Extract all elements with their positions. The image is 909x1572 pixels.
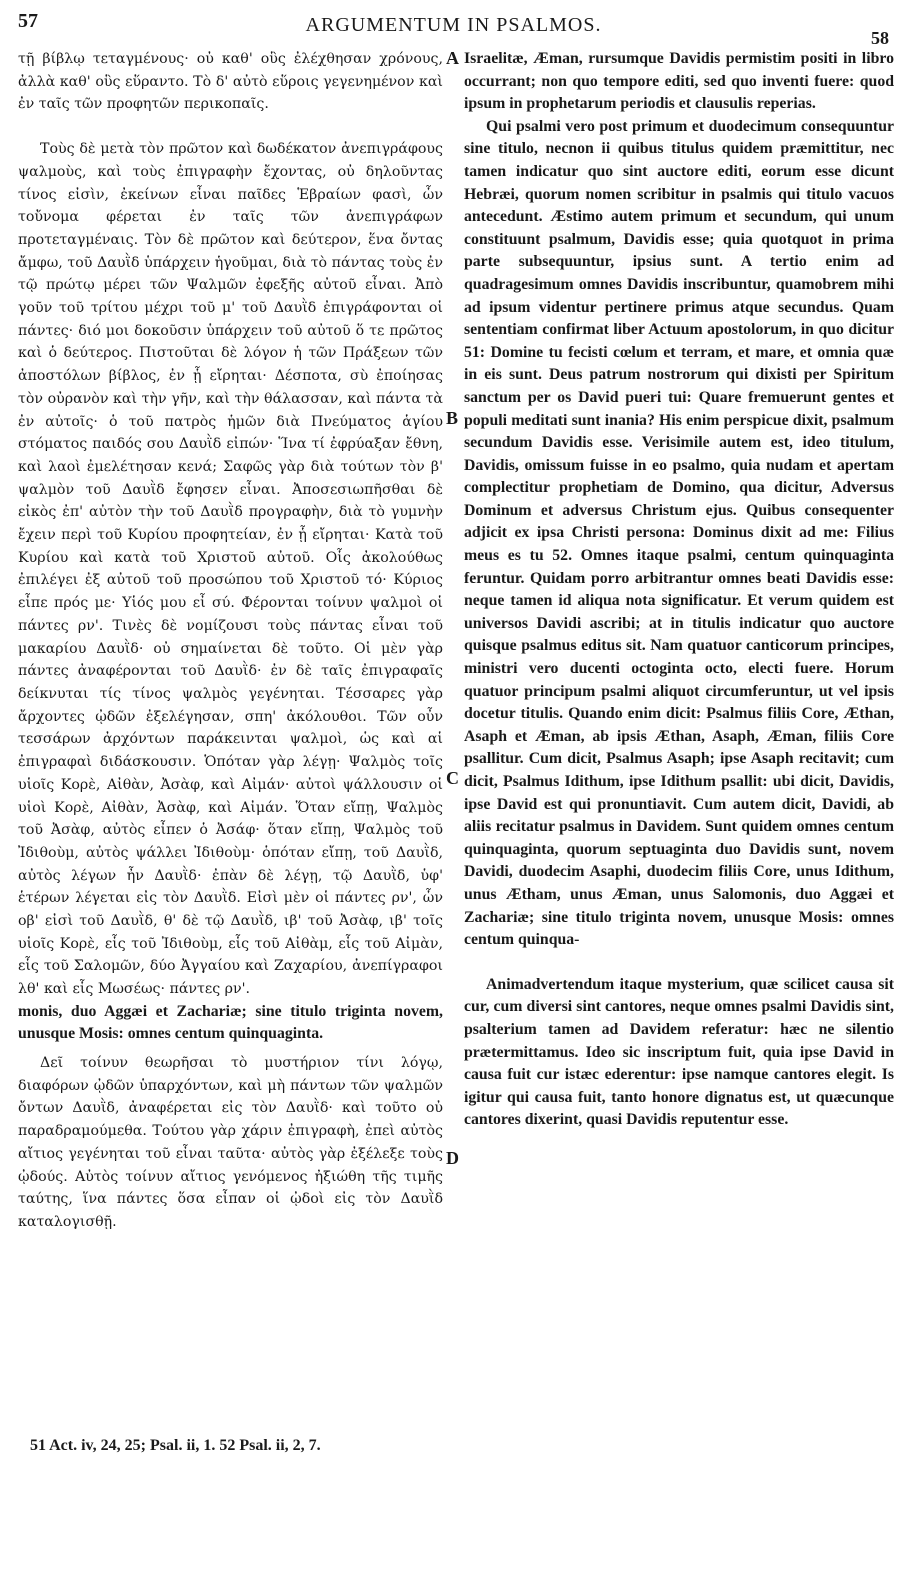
latin-column [464,48,894,1132]
margin-letter-a: A [446,48,459,68]
margin-letter-d: D [446,1148,459,1168]
margin-letter-b: B [446,408,459,428]
greek-paragraph-2: Τοὺς δὲ μετὰ τὸν πρῶτον καὶ δωδέκατον ἀνεπιγράφους ψαλμοὺς, καὶ τοὺς ἐπιγραφὴν ἔχοντας, οὐ δηλοῦντας τίνος εἰσὶν, ἐκείνων εἶναι παῖδες Ἑβραίων φασὶ, ὧν τοὔνομα φέρεται ἐν ταῖς τῶν ἀνεπιγράφων προτεταγμέναις. Τὸν δὲ πρῶτον καὶ δεύτερον, ἕνα ὄντας ἄμφω, τοῦ Δαυῒδ ὑπάρχειν ἡγοῦμαι, διὰ τὸ πάντας τοὺς ἐν τῷ πρώτῳ μέρει τῶν Ψαλμῶν ἐφεξῆς αὐτοῦ εἶναι. Ἀπὸ γοῦν τοῦ τρίτου μέχρι τοῦ μ' τοῦ Δαυῒδ ἐπιγράφονται οἱ πάντες· διό μοι δοκοῦσιν ὑπάρχειν τοῦ αὐτοῦ ὅ τε πρῶτος καὶ ὁ δεύτερος. Πιστοῦται δὲ λόγον ἡ τῶν Πράξεων τῶν ἀποστόλων βίβλος, ἐν ᾗ εἴρηται· Δέσποτα, σὺ ἐποίησας τὸν οὐρανὸν καὶ τὴν γῆν, καὶ τὴν θάλασσαν, καὶ πάντα τὰ ἐν αὐτοῖς· ὁ τοῦ πατρὸς ἡμῶν διὰ Πνεύματος ἁγίου στόματος παιδός σου Δαυῒδ εἰπών· Ἵνα τί ἐφρύαξαν ἔθνη, καὶ λαοὶ ἐμελέτησαν κενά; Σαφῶς γὰρ διὰ τούτων τὸν β' ψαλμὸν τοῦ Δαυῒδ ἔφησεν εἶναι. Ἀποσεσιωπῆσθαι δὲ εἰκὸς ἐπ' αὐτὸν τὴν τοῦ Δαυῒδ προγραφὴν, διὰ τὸ γυμνὴν ἔχειν περὶ τοῦ Κυρίου προφητείαν, ἐν ᾗ εἴρηται· Κατὰ τοῦ Κυρίου καὶ κατὰ τοῦ Χριστοῦ αὐτοῦ. Οἷς ἀκολούθως ἐπιλέγει ἐξ αὐτοῦ τοῦ προσώπου τοῦ Χριστοῦ τό· Κύριος εἶπε πρός με· Υἱός μου εἶ σύ. Φέρονται τοίνυν ψαλμοὶ οἱ πάντες ρν'. Τινὲς δὲ νομίζουσι τοὺς πάντας εἶναι τοῦ μακαρίου Δαυῒδ· οὐ σημαίνεται δὲ τοῦτο. Οἱ μὲν γὰρ πάντες ἀναφέρονται τοῦ Δαυῒδ· ἐν δὲ ταῖς ἐπιγραφαῖς δείκνυται τίς τίνος ψαλμὸς γεγένηται. Τέσσαρες γὰρ ἄρχοντες ᾠδῶν ἐξελέγησαν, σπη' ἀκόλουθοι. Τῶν οὖν τεσσάρων ἀρχόντων παράκεινται ψαλμοὶ, ὡς καὶ αἱ ἐπιγραφαὶ διδάσκουσιν. Ὁπόταν γὰρ λέγῃ· Ψαλμὸς τοῖς υἱοῖς Κορὲ, Αἰθὰν, Ἀσὰφ, καὶ Αἰμάν· αὐτοὶ ψάλλουσιν οἱ υἱοὶ Κορὲ, Αἰθὰν, Ἀσὰφ, καὶ Αἰμάν. Ὅταν εἴπῃ, Ψαλμὸς τοῦ Ἀσὰφ, αὐτὸς εἶπεν ὁ Ἀσάφ· ὅταν εἴπῃ, Ψαλμὸς τοῦ Ἰδιθοὺμ, αὐτὸς ψάλλει Ἰδιθοὺμ· ὁπόταν εἴπῃ, τοῦ Δαυῒδ, αὐτὸς λέγων ἦν Δαυῒδ· ἐπὰν δὲ λέγῃ, τῷ Δαυῒδ, ὑφ' ἑτέρων λέγεται εἰς τὸν Δαυῒδ. Εἰσὶ μὲν οἱ πάντες ρν', ὧν οβ' εἰσὶ τοῦ Δαυῒδ, θ' δὲ τῷ Δαυῒδ, ιβ' τοῦ Ἀσὰφ, ιβ' τοῖς υἱοῖς Κορὲ, εἷς τοῦ Ἰδιθοὺμ, εἷς τοῦ Αἰθὰμ, εἷς τοῦ Αἰμὰν, εἷς τοῦ Σαλομῶν, δύο Ἀγγαίου καὶ Ζαχαρίου, ἀνεπίγραφοι λθ' καὶ εἷς Μωσέως· πάντες ρν'. [18,141,443,998]
latin-paragraph-1: Israelitæ, Æman, rursumque Davidis permistim positi in libro occurrant; non quo tempore editi, sed quo inventi fuere: quod ipsum in prophetarum periodis et clausulis reperias. [464,50,894,113]
page-number-left: 57 [18,10,38,32]
margin-letter-c: C [446,768,459,788]
page-header [18,10,889,48]
greek-paragraph-1: τῇ βίβλῳ τεταγμένους· οὐ καθ' οὓς ἐλέχθησαν χρόνους, ἀλλὰ καθ' οὓς εὕραντο. Τὸ δ' αὐτὸ εὕροις γεγενημένον καὶ ἐν ταῖς τῶν προφητῶν περικοπαῖς. [18,51,443,113]
greek-paragraph-3: Δεῖ τοίνυν θεωρῆσαι τὸ μυστήριον τίνι λόγῳ, διαφόρων ᾠδῶν ὑπαρχόντων, καὶ μὴ πάντων τῶν ψαλμῶν ὄντων Δαυῒδ, ἀναφέρεται εἰς τὸν Δαυῒδ· καὶ τοῦτο οὐ παραδραμούμεθα. Τούτου γὰρ χάριν ἐπιγραφὴ, ἐπεὶ αὐτὸς αἴτιος γεγένηται τοῦ εἶναι ταῦτα· αὐτὸς γὰρ ἐξέλεξε τοὺς ᾠδούς. Αὐτὸς τοίνυν αἴτιος γενόμενος ἠξιώθη τῆς τιμῆς ταύτης, ἵνα πάντες ὅσα εἶπαν οἱ ᾠδοὶ εἰς τὸν Δαυῒδ καταλογισθῇ. [18,1055,443,1230]
latin-paragraph-2: Qui psalmi vero post primum et duodecimum consequuntur sine titulo, necnon ii quibus titulus quidem præmittitur, nec tamen indicatur quo sint auctore editi, eorum esse dicunt Hebræi, quorum nomen scribitur in psalmis qui titulo vacuos antecedunt. Æstimo autem primum et secundum, qui unum constituunt psalmum, Davidis esse; quia quotquot in prima parte subsequuntur, ipsius sunt. A tertio enim ad quadragesimum omnes Davidis inscribuntur, quamobrem mihi ad ipsum videntur pertinere primus atque secundus. Quam sententiam confirmat liber Actuum apostolorum, in quo dicitur 51: Domine tu fecisti cœlum et terram, et mare, et omnia quæ in eis sunt. Deus patrum nostrorum qui dixisti per Spiritum sanctum per os David pueri tui: Quare fremuerunt gentes et populi meditati sunt inania? His enim perspicue dixit, psalmum secundum Davidis esse. Verisimile autem est, ideo titulum, Davidis, omissum fuisse in eo psalmo, quia nudam et apertam complectitur prophetiam de Domino, qua dicitur, Adversus Dominum et adversus Christum ejus. Quibus consequenter adjicit ex ipsa Christi persona: Dominus dixit ad me: Filius meus es tu 52. Omnes itaque psalmi, centum quinquaginta feruntur. Quidam porro arbitrantur omnes beati Davidis esse: neque tamen id aliqua nota significatur. Et verum quidem est universos Davidi ascribi; at in titulis indicatur quo auctore quisque psalmus editus sit. Nam quatuor canticorum principes, ministri vero ducenti octoginta octo, electi fuere. Horum quatuor principum psalmi aliquot circumferuntur, ut vel ipsis docetur titulis. Quando enim dicit: Psalmus filiis Core, Æthan, Asaph et Æman, ab ipsis Æthan, Asaph, Æman, filiis Core psallitur. Cum dicit, Psalmus Asaph; ipse Asaph recitavit; cum dicit, Psalmus Idithum, ipse Idithum psallit: ubi dicit, Davidis, ipse David est qui pronuntiavit. Cum autem dicit, Davidi, ab aliis recitatur psalmus in Davidem. Sunt quidem omnes centum quinquaginta, quorum septuaginta duo Davidis sunt, novem Davidi, duodecim Asaphi, duodecim filiis Core, unus Idithum, unus Ætham, unus Æman, unus Salomonis, duo Aggæi et Zachariæ; sine titulo triginta novem, unusque Mosis: omnes centum quinqua- [464,117,894,949]
latin-paragraph-3: Animadvertendum itaque mysterium, quæ scilicet causa sit cur, cum diversi sint cantores, neque omnes psalmi Davidis sint, psalterium tamen ad Davidem referatur: hæc ne silentio prætermittamus. Ideo sic inscriptum fuit, quia ipse David in causa fuit cur istæc ederentur: ipse namque cantores elegit. Is igitur qui causa fuit, tanto honore dignatus est, ut quæcunque cantores dixerint, quasi Davidis reputentur esse. [464,975,894,1129]
page-number-right: 58 [871,28,889,48]
running-title: ARGUMENTUM IN PSALMOS. [305,14,602,36]
latin-overflow-paragraph: monis, duo Aggæi et Zachariæ; sine titulo triginta novem, unusque Mosis: omnes centum quinquaginta. [18,1002,443,1043]
footnotes: 51 Act. iv, 24, 25; Psal. ii, 1. 52 Psal. ii, 2, 7. [30,1437,321,1454]
greek-column [18,48,443,1234]
